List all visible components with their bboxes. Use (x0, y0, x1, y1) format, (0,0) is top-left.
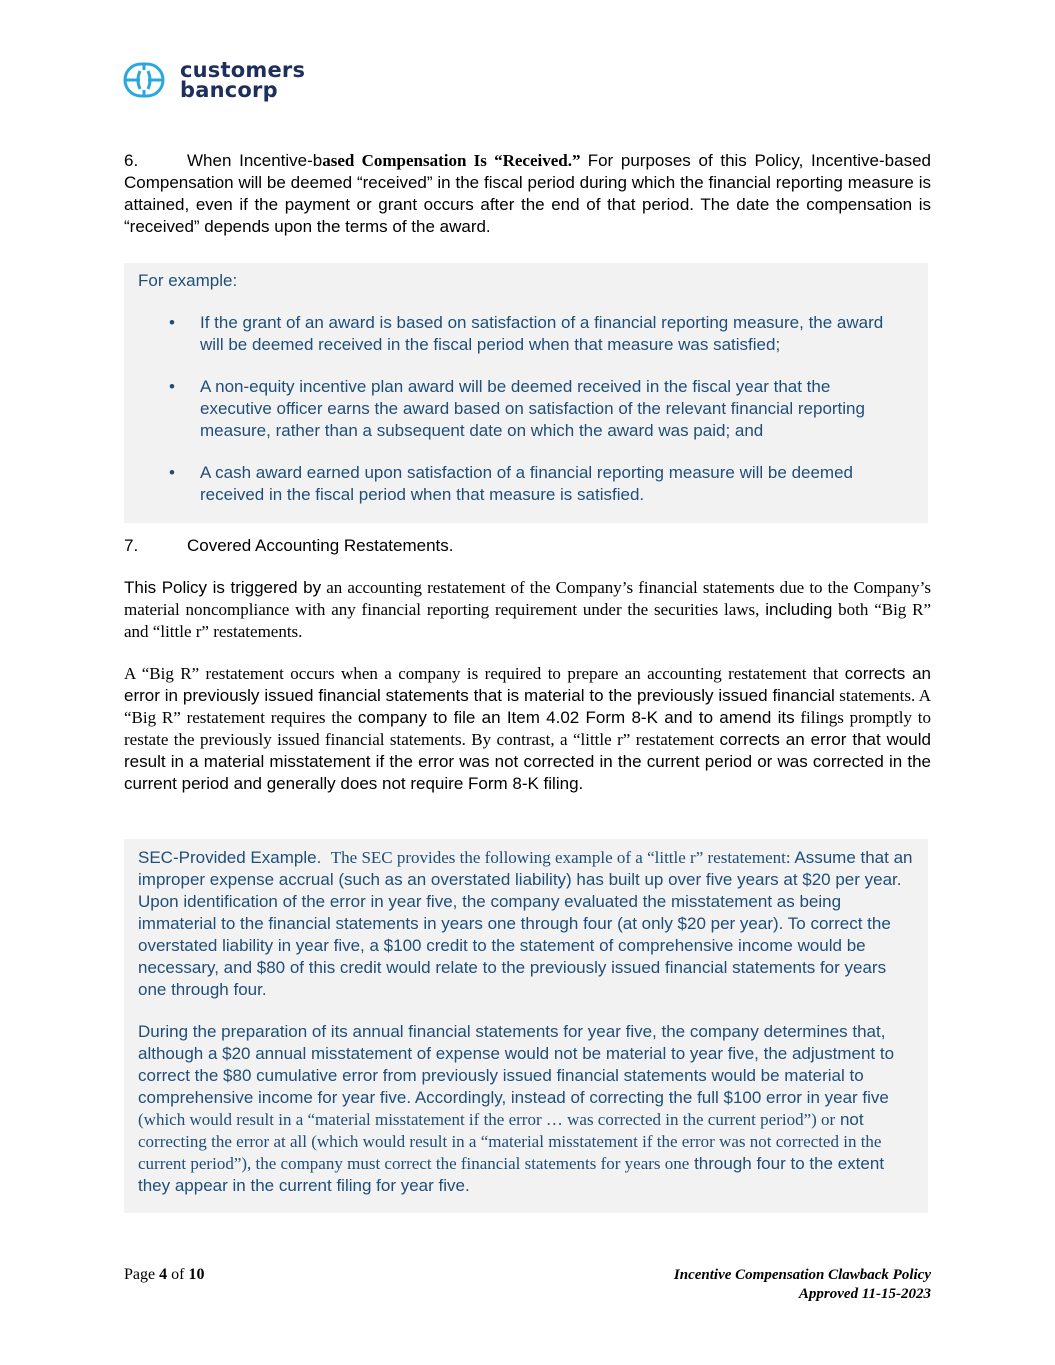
section-7-paragraph-2 (124, 663, 931, 795)
page-total: 10 (188, 1266, 205, 1283)
sec-para2-fragment-b: (which would result in a “material misstatement if the error … was corrected in the current period”) or (138, 1110, 836, 1129)
para2-fragment-f: corrects an error that would result in a material misstatement if the error was not corrected in the current period or was corrected in the current period and generally does not require Form 8-K filing. (124, 730, 931, 793)
section-7-number: 7. (124, 536, 139, 555)
example-list (138, 312, 914, 506)
page-number (124, 1266, 204, 1284)
section-6-body: For purposes of this Policy, Incentive-based Compensation will be deemed “received” in the fiscal period during which the financial reporting measure is attained, even if the payment or grant occurs after the end of that period. The date the compensation is “received” depends upon the terms of the award. (124, 151, 931, 236)
sec-example-intro-text: The SEC provides the following example of a “little r” restatement: (330, 848, 791, 867)
logo-icon (123, 60, 165, 100)
sec-example-intro (138, 847, 914, 1001)
para1-serif-fragment: an accounting restatement of the Company’s financial statements due to the Company’s material noncompliance with any financial reporting requirement under the securities laws, (124, 578, 931, 619)
para2-fragment-c: statements. A “Big R” restatement requires the (124, 686, 931, 727)
company-logo (123, 60, 305, 100)
bullet-icon: • (169, 377, 175, 396)
sec-para2-fragment-d: correcting the error at all (which would result in a “material misstatement if the error was not corrected in the current period”), the company must correct the financial statements for years one (138, 1132, 882, 1173)
footer-document-title: Incentive Compensation Clawback Policy (673, 1267, 931, 1283)
page-prefix: Page (124, 1266, 156, 1283)
example-bullet-2 (138, 376, 914, 442)
bullet-icon: • (169, 313, 175, 332)
sec-para2-fragment-c: not (839, 1110, 864, 1129)
document-body (124, 150, 931, 1213)
sec-example-para-1: Assume that an improper expense accrual (such as an overstated liability) has built up over five years at $20 per year. Upon identification of the error in year five, the company evaluated the misstatement as being immaterial to the financial statements in years one through four (at only $20 per year). To correct the overstated liability in year five, a $100 credit to the statement of comprehensive income would be necessary, and $80 of this credit would relate to the previously issued financial statements for years one through four. (138, 848, 913, 999)
para1-sans-fragment: This Policy is triggered by (124, 578, 322, 597)
sec-example-title: SEC-Provided Example. (138, 848, 322, 867)
para1-sans-fragment-2: including (765, 600, 833, 619)
para2-fragment-d: company to file an Item 4.02 Form 8-K and to amend its (357, 708, 795, 727)
logo-wordmark (180, 60, 305, 100)
sec-para2-fragment-e: through four to the extent they appear in the current filing for year five. (138, 1154, 885, 1195)
example-bullet-text: If the grant of an award is based on satisfaction of a financial reporting measure, the award will be deemed received in the fiscal period when that measure was satisfied; (200, 313, 884, 354)
sec-para2-fragment-a: During the preparation of its annual financial statements for year five, the company determines that, although a $20 annual misstatement of expense would not be material to year five, the adjustment to correct the $80 cumulative error from previously issued financial statements would be material to comprehensive income for year five. Accordingly, instead of correcting the full $100 error in year five (138, 1022, 895, 1107)
section-6-paragraph (124, 150, 931, 238)
section-7-heading: Covered Accounting Restatements. (187, 536, 454, 555)
section-6-heading-start: When Incentive-b (187, 151, 323, 170)
section-6-heading-end: ased Compensation Is “Received.” (322, 151, 581, 170)
logo-line-2: bancorp (180, 78, 278, 102)
footer-approved-date: Approved 11-15-2023 (798, 1286, 931, 1302)
example-bullet-3 (138, 462, 914, 506)
para2-fragment-b: corrects an error in previously issued financial statements that is material to the previously issued financial (124, 664, 932, 705)
example-bullet-text: A cash award earned upon satisfaction of a financial reporting measure will be deemed received in the fiscal period when that measure is satisfied. (200, 463, 853, 504)
section-7-paragraph-1 (124, 577, 931, 643)
sec-example-para-2 (138, 1021, 914, 1197)
section-7-heading-line (124, 535, 931, 557)
footer-document-info (674, 1266, 931, 1304)
para2-fragment-a: A “Big R” restatement occurs when a company is required to prepare an accounting restatement that (124, 664, 839, 683)
example-title: For example: (138, 271, 238, 290)
para1-serif-fragment-2: both “Big R” and “little r” restatements. (124, 600, 931, 641)
sec-example-callout (124, 839, 928, 1213)
example-callout (124, 263, 928, 523)
section-6-number: 6. (124, 151, 139, 170)
example-bullet-1 (138, 312, 914, 356)
bullet-icon: • (169, 463, 175, 482)
page-current: 4 (159, 1266, 168, 1283)
example-bullet-text: A non-equity incentive plan award will be deemed received in the fiscal year that the executive officer earns the award based on satisfaction of the relevant financial reporting measure, rather than a subsequent date on which the award was paid; and (200, 377, 865, 440)
logo-line-1: customers (180, 58, 306, 82)
para2-fragment-e: filings promptly to restate the previously issued financial statements. By contrast, a “little r” restatement (124, 708, 932, 749)
page-of: of (171, 1266, 185, 1283)
